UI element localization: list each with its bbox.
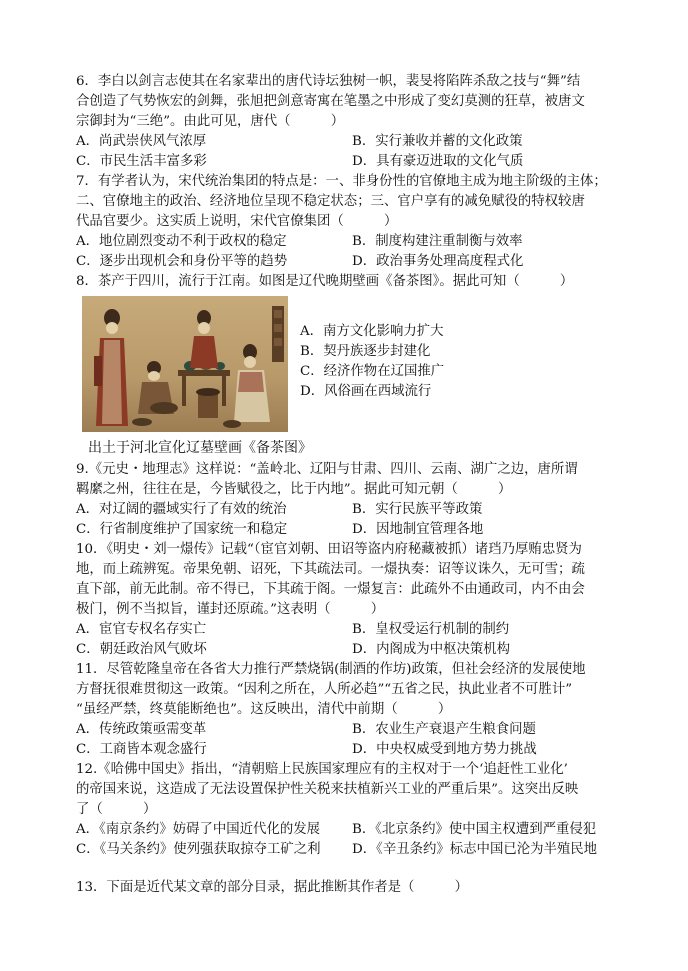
q9-stem-line-2: 羁縻之州，往往在是，今皆赋役之，比于内地”。据此可知元朝（ ）	[76, 482, 512, 497]
q12-stem-line-1: 12.《哈佛中国史》指出，“清朝赔上民族国家理应有的主权对于一个‘追赶性工业化’	[76, 762, 568, 777]
q7-option-a[interactable]: A．地位剧烈变动不利于政权的稳定	[76, 234, 287, 249]
q7-option-c[interactable]: C．逐步出现机会和身份平等的趋势	[76, 254, 288, 269]
q6-option-c[interactable]: C．市民生活丰富多彩	[76, 154, 207, 169]
q7-stem-line-3: 代品官要少。这实质上说明，宋代官僚集团（ ）	[76, 214, 398, 229]
q12-options-row-1	[76, 820, 636, 840]
q7-option-b[interactable]: B．制度构建注重制衡与效率	[352, 234, 523, 249]
q10-option-c[interactable]: C．朝廷政治风气败坏	[76, 642, 207, 657]
q12-option-c[interactable]: C．《马关条约》使列强获取掠夺工矿之利	[76, 842, 321, 857]
q12-option-d[interactable]: D．《辛丑条约》标志中国已沦为半殖民地	[352, 842, 598, 857]
q10-stem-line-2: 地，而上疏辨冤。帝果免朝、诏死，下其疏法司。一燝执奏：诏等议诛久，无可雪；疏	[76, 562, 585, 577]
q11-stem-line-1: 11．尽管乾隆皇帝在各省大力推行严禁烧锅(制酒的作坊)政策，但社会经济的发展使地	[76, 662, 586, 677]
q7-options-row-1	[76, 232, 636, 252]
q6-options-row-1	[76, 132, 636, 152]
q9-option-b[interactable]: B．实行民族平等政策	[352, 502, 483, 517]
q7-option-d[interactable]: D．政治事务处理高度程式化	[352, 254, 524, 269]
q6-option-a[interactable]: A．尚武崇侠风气浓厚	[76, 134, 207, 149]
q13-stem: 13．下面是近代某文章的部分目录，据此推断其作者是（ ）	[76, 880, 468, 895]
q7-options-row-2	[76, 252, 636, 272]
q9-option-d[interactable]: D．因地制宜管理各地	[352, 522, 484, 537]
q10-options-row-2	[76, 640, 636, 660]
q10-option-d[interactable]: D．内阁成为中枢决策机构	[352, 642, 511, 657]
q9-options-row-1	[76, 500, 636, 520]
q11-stem-line-2: 方督抚很难贯彻这一政策。“因利之所在，人所必趋”“五省之民，执此业者不可胜计”	[76, 682, 573, 697]
q9-options-row-2	[76, 520, 636, 540]
q10-stem-line-3: 直下部，前无此制。帝不得已，下其疏于阁。一燝复言：此疏外不由通政司，内不由会	[76, 582, 585, 597]
q11-option-b[interactable]: B．农业生产衰退产生粮食问题	[352, 722, 536, 737]
q11-option-a[interactable]: A．传统政策亟需变革	[76, 722, 207, 737]
q11-option-c[interactable]: C．工商皆本观念盛行	[76, 742, 207, 757]
q6-stem-line-2: 合创造了气势恢宏的剑舞，张旭把剑意寄寓在笔墨之中形成了变幻莫测的狂草，被唐文	[76, 94, 585, 109]
q8-option-b[interactable]: B．契丹族逐步封建化	[300, 344, 431, 359]
q6-option-d[interactable]: D．具有豪迈进取的文化气质	[352, 154, 524, 169]
q7-stem-line-1: 7．有学者认为，宋代统治集团的特点是：一、非身份性的官僚地主成为地主阶级的主体；	[76, 174, 607, 189]
q8-option-a[interactable]: A．南方文化影响力扩大	[300, 324, 444, 339]
q6-options-row-2	[76, 152, 636, 172]
q10-option-a[interactable]: A．宦官专权名存实亡	[76, 622, 207, 637]
q8-option-c[interactable]: C．经济作物在辽国推广	[300, 364, 445, 379]
q7-stem-line-2: 二、官僚地主的政治、经济地位呈现不稳定状态；三、官户享有的减免赋役的特权较唐	[76, 194, 585, 209]
tea-preparation-mural-image	[82, 296, 288, 432]
q11-stem-line-3: “虽经严禁，终莫能断绝也”。这反映出，清代中前期（ ）	[76, 702, 452, 717]
q10-option-b[interactable]: B．皇权受运行机制的制约	[352, 622, 510, 637]
q11-options-row-1	[76, 720, 636, 740]
q12-stem-line-2: 的帝国来说，这造成了无法设置保护性关税来扶植新兴工业的严重后果”。这突出反映	[76, 782, 579, 797]
q11-options-row-2	[76, 740, 636, 760]
q6-stem-line-3: 宗御封为“三绝”。由此可见，唐代（ ）	[76, 114, 345, 129]
q9-option-a[interactable]: A．对辽阔的疆域实行了有效的统治	[76, 502, 287, 517]
q11-option-d[interactable]: D．中央权威受到地方势力挑战	[352, 742, 537, 757]
q10-options-row-1	[76, 620, 636, 640]
q12-stem-line-3: 了（ ）	[76, 802, 157, 817]
mural-caption: 出土于河北宣化辽墓壁画《备茶图》	[88, 440, 312, 456]
q8-option-d[interactable]: D．风俗画在西域流行	[300, 384, 432, 399]
q8-stem: 8．茶产于四川，流行于江南。如图是辽代晚期壁画《备茶图》。据此可知（ ）	[76, 274, 574, 289]
q6-option-b[interactable]: B．实行兼收并蓄的文化政策	[352, 134, 523, 149]
q9-option-c[interactable]: C．行省制度维护了国家统一和稳定	[76, 522, 288, 537]
q12-option-b[interactable]: B．《北京条约》使中国主权遭到严重侵犯	[352, 822, 597, 837]
q10-stem-line-4: 极门，例不当拟旨，谨封还原疏。”这表明（ ）	[76, 602, 385, 617]
q12-options-row-2	[76, 840, 636, 860]
q10-stem-line-1: 10．《明史・刘一燝传》记载“（宦官刘朝、田诏等盗内府秘藏被抓）诸珰乃厚贿忠贤为	[76, 542, 582, 557]
q9-stem-line-1: 9.《元史・地理志》这样说：“盖岭北、辽阳与甘肃、四川、云南、湖广之边，唐所谓	[76, 462, 578, 477]
q6-stem-line-1: 6．李白以剑言志使其在名家辈出的唐代诗坛独树一帜，裴旻将陷阵杀敌之技与“舞”结	[76, 74, 581, 89]
q12-option-a[interactable]: A．《南京条约》妨碍了中国近代化的发展	[76, 822, 321, 837]
